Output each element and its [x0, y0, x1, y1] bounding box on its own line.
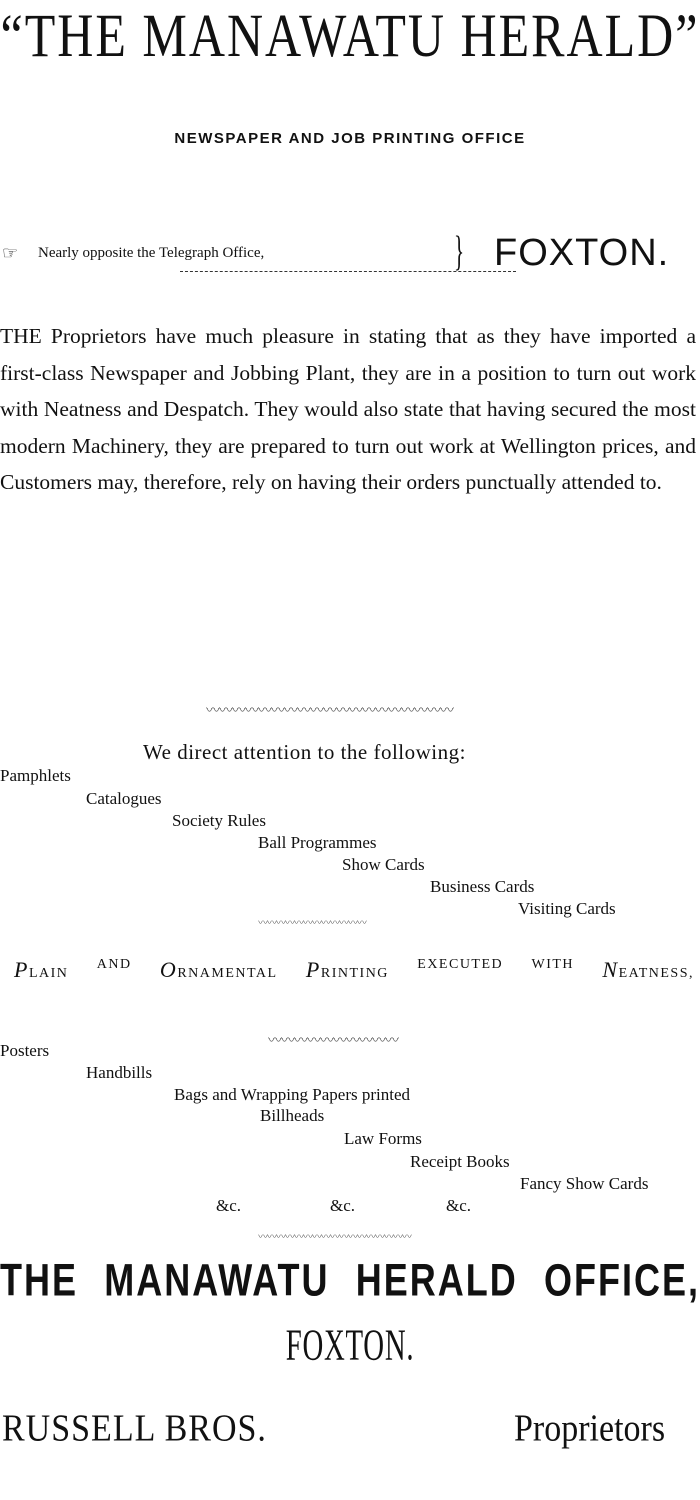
service-item: Business Cards: [430, 877, 535, 896]
divider-wavy: 〰〰〰〰〰〰〰〰〰〰〰〰〰〰〰〰〰〰〰: [206, 704, 453, 719]
office-word: MANAWATU: [104, 1254, 330, 1306]
service-item: Bags and Wrapping Papers printed: [174, 1085, 411, 1104]
service-item: Posters: [0, 1041, 50, 1060]
slogan-word: WITH: [531, 957, 575, 972]
divider-wavy: 〰〰〰〰〰〰〰〰〰〰〰〰〰〰〰〰〰: [258, 1232, 411, 1243]
service-item: Visiting Cards: [518, 899, 616, 918]
pointing-hand-icon: ☞: [2, 243, 19, 263]
address-town: FOXTON.: [494, 232, 670, 274]
office-word: HERALD: [355, 1254, 518, 1306]
slogan-word: PRINTING: [305, 957, 389, 982]
service-item: Handbills: [86, 1063, 153, 1082]
office-word: OFFICE,: [543, 1254, 700, 1306]
slogan-word: PLAIN: [14, 957, 69, 982]
slogan-word: EXECUTED: [417, 957, 504, 972]
office-town: FOXTON.: [285, 1320, 415, 1370]
divider-wavy: 〰〰〰〰〰〰〰〰〰〰: [268, 1034, 398, 1049]
etc-mark: &c.: [330, 1196, 356, 1215]
office-name: [0, 1254, 700, 1307]
printing-slogan: [0, 957, 700, 983]
service-item: Fancy Show Cards: [520, 1174, 649, 1193]
service-item: Pamphlets: [0, 766, 71, 785]
proprietor-title: Proprietors: [514, 1408, 666, 1450]
office-word: THE: [0, 1254, 78, 1306]
service-item: Show Cards: [342, 855, 425, 874]
divider-dashed: [180, 271, 516, 272]
divider-wavy: 〰〰〰〰〰〰〰〰〰〰〰〰: [258, 918, 366, 929]
etc-mark: &c.: [216, 1196, 242, 1215]
slogan-word: AND: [96, 957, 132, 972]
service-item: Catalogues: [86, 789, 162, 808]
proprietor-name: RUSSELL BROS.: [2, 1408, 267, 1450]
service-item: Billheads: [260, 1106, 325, 1125]
intro-paragraph: THE Proprietors have much pleasure in stating that as they have imported a first-class Newspaper and Jobbing Plant, they are in a position to turn out work with Neatness and Despatch. They would also state that having secured the most modern Machinery, they are prepared to turn out work at Wellington prices, and Customers may, therefore, rely on having their orders punctually attended to.: [0, 324, 696, 495]
masthead-subtitle: NEWSPAPER AND JOB PRINTING OFFICE: [174, 130, 526, 147]
service-item: Society Rules: [172, 811, 266, 830]
services-heading: We direct attention to the following:: [143, 740, 466, 764]
masthead-title: “THE MANAWATU HERALD”: [0, 1, 700, 70]
service-item: Receipt Books: [410, 1152, 510, 1171]
etc-mark: &c.: [446, 1196, 472, 1215]
service-item: Ball Programmes: [258, 833, 377, 852]
address-location: Nearly opposite the Telegraph Office,: [38, 245, 265, 261]
slogan-word: ORNAMENTAL: [159, 957, 278, 982]
address-brace: }: [454, 229, 465, 275]
service-item: Law Forms: [344, 1129, 422, 1148]
slogan-word: NEATNESS,: [602, 957, 694, 982]
